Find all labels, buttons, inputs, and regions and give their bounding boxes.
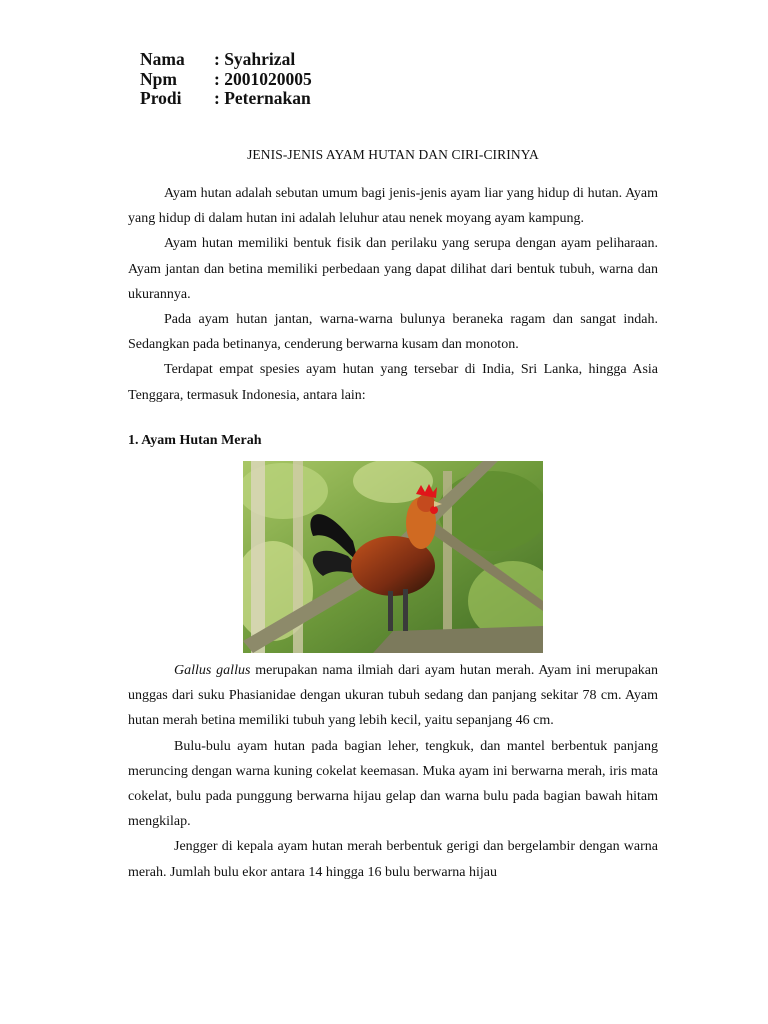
prodi-row: [140, 89, 312, 109]
paragraph-text: merupakan nama ilmiah dari ayam hutan merah. Ayam ini merupakan unggas dari suku Phasianidae dengan ukuran tubuh sedang dan panjang sekitar 78 cm. Ayam hutan merah betina memiliki tubuh yang lebih kecil, yaitu sepanjang 46 cm.: [128, 663, 659, 729]
npm-label: Npm: [140, 68, 177, 89]
npm-row: [140, 70, 312, 90]
npm-value: : 2001020005: [214, 68, 312, 89]
paragraph: Jengger di kepala ayam hutan merah berbentuk gerigi dan bergelambir dengan warna merah. Jumlah bulu ekor antara 14 hingga 16 bulu berwarna hijau: [128, 839, 658, 880]
paragraph: [128, 658, 658, 734]
prodi-label: Prodi: [140, 88, 182, 108]
paragraph: Ayam hutan adalah sebutan umum bagi jenis-jenis ayam liar yang hidup di hutan. Ayam yang hidup di dalam hutan ini adalah leluhur atau nenek moyang ayam kampung.: [128, 186, 658, 227]
student-info: [140, 50, 312, 109]
red-junglefowl-photo: [243, 461, 543, 653]
name-value: : Syahrizal: [214, 49, 296, 69]
section-heading: 1. Ayam Hutan Merah: [128, 433, 262, 448]
name-row: [140, 50, 312, 70]
species-name: Gallus gallus: [174, 663, 251, 678]
intro-text: [128, 181, 658, 408]
document-title: JENIS-JENIS AYAM HUTAN DAN CIRI-CIRINYA: [247, 147, 539, 162]
paragraph: Terdapat empat spesies ayam hutan yang tersebar di India, Sri Lanka, hingga Asia Tenggara, termasuk Indonesia, antara lain:: [128, 362, 658, 403]
paragraph: Ayam hutan memiliki bentuk fisik dan perilaku yang serupa dengan ayam peliharaan. Ayam jantan dan betina memiliki perbedaan yang dapat dilihat dari bentuk tubuh, warna dan ukurannya.: [128, 236, 658, 302]
species-description: [128, 658, 658, 884]
paragraph: Pada ayam hutan jantan, warna-warna bulunya beraneka ragam dan sangat indah. Sedangkan pada betinanya, cenderung berwarna kusam dan monoton.: [128, 312, 658, 353]
prodi-value: : Peternakan: [214, 88, 311, 108]
name-label: Nama: [140, 49, 185, 69]
paragraph: Bulu-bulu ayam hutan pada bagian leher, tengkuk, dan mantel berbentuk panjang meruncing dengan warna kuning cokelat keemasan. Muka ayam ini berwarna merah, iris mata cokelat, bulu pada punggung berwarna hijau gelap dan warna bulu pada bagian bawah hitam mengkilap.: [128, 738, 658, 830]
